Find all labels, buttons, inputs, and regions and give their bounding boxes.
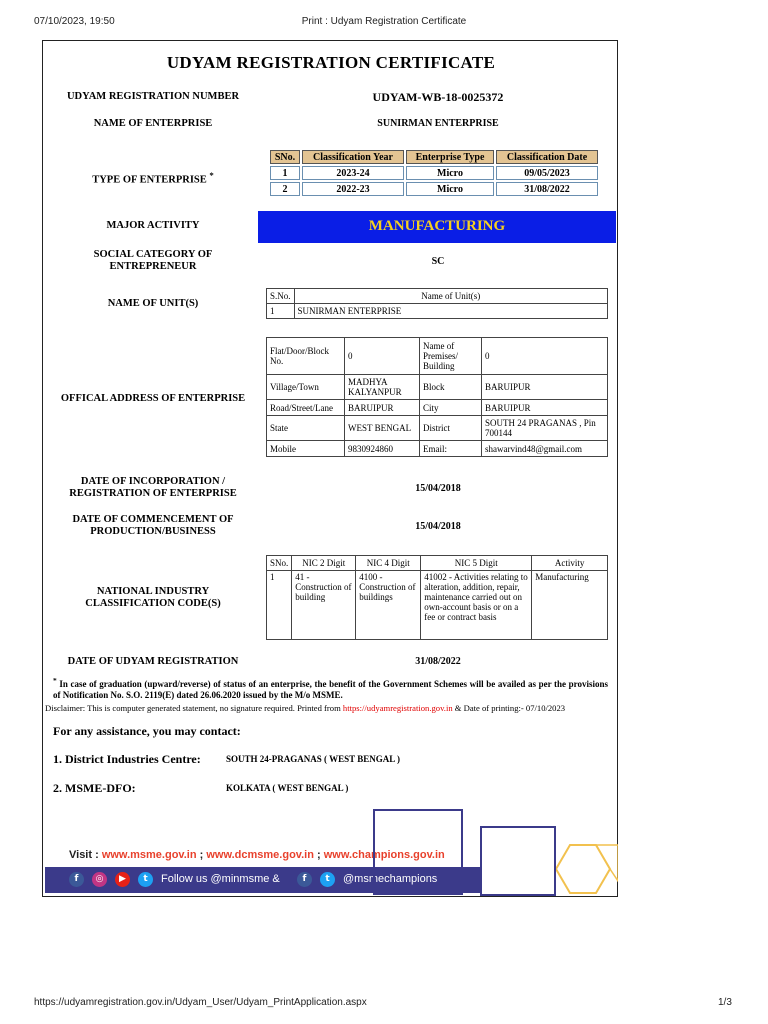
nic-header-5digit: NIC 5 Digit: [421, 556, 532, 571]
champions-handle: @msmechampions: [343, 873, 438, 885]
address-village-label: Village/Town: [267, 375, 345, 400]
disclaimer-text: Disclaimer: This is computer generated statement, no signature required. Printed from: [45, 703, 341, 713]
youtube-icon[interactable]: ▶: [115, 872, 130, 887]
address-premises-label: Name of Premises/ Building: [420, 338, 482, 375]
nic-header-sno: SNo.: [267, 556, 292, 571]
facebook-icon[interactable]: f: [69, 872, 84, 887]
address-road-label: Road/Street/Lane: [267, 400, 345, 416]
facebook-icon-2[interactable]: f: [297, 872, 312, 887]
link-separator: ;: [313, 849, 324, 861]
units-header-sno: S.No.: [267, 289, 295, 304]
address-city-label: City: [420, 400, 482, 416]
units-cell: SUNIRMAN ENTERPRISE: [294, 304, 607, 319]
address-district-value: SOUTH 24 PRAGANAS , Pin 700144: [482, 416, 608, 441]
outline-box-1: [373, 809, 463, 895]
nic-label-line1: NATIONAL INDUSTRY: [96, 586, 210, 597]
cls-cell: 09/05/2023: [496, 166, 598, 180]
social-category-label-line2: ENTREPRENEUR: [109, 261, 197, 272]
cls-cell: 2023-24: [302, 166, 404, 180]
print-page-title: Print : Udyam Registration Certificate: [301, 16, 467, 27]
nic-header-4digit: NIC 4 Digit: [356, 556, 421, 571]
nic-label-line2: CLASSIFICATION CODE(S): [85, 598, 221, 609]
outline-box-2: [480, 826, 556, 896]
address-premises-value: 0: [482, 338, 608, 375]
address-district-label: District: [420, 416, 482, 441]
note-text: In case of graduation (upward/reverse) of status of an enterprise, the benefit of the Government Schemes will be availed as per the provisions of Notification No. S.O. 2119(E) dated 26.06.2020 issued by the M/o MSME.: [53, 679, 609, 700]
nic-header-activity: Activity: [532, 556, 608, 571]
cls-cell: 31/08/2022: [496, 182, 598, 196]
twitter-icon-2[interactable]: t: [320, 872, 335, 887]
type-star: *: [209, 170, 214, 180]
address-city-value: BARUIPUR: [482, 400, 608, 416]
cls-header-date: Classification Date: [496, 150, 598, 164]
address-block-label: Block: [420, 375, 482, 400]
table-row: [267, 571, 608, 640]
address-mobile-label: Mobile: [267, 441, 345, 457]
dic-label: 1. District Industries Centre:: [53, 752, 201, 766]
certificate: [42, 40, 618, 897]
udyam-date-value: 31/08/2022: [415, 656, 461, 667]
incorporation-label: [51, 476, 255, 500]
address-block-value: BARUIPUR: [482, 375, 608, 400]
social-category-label-line1: SOCIAL CATEGORY OF: [93, 249, 213, 260]
commencement-label-line2: PRODUCTION/BUSINESS: [90, 526, 216, 537]
graduation-note: [53, 675, 608, 701]
address-flat-label: Flat/Door/Block No.: [267, 338, 345, 375]
cls-header-sno: SNo.: [270, 150, 300, 164]
type-label-text: TYPE OF ENTERPRISE: [92, 174, 207, 186]
units-header-name: Name of Unit(s): [294, 289, 607, 304]
nic-cell: Manufacturing: [532, 571, 608, 640]
address-village-value: MADHYA KALYANPUR: [345, 375, 420, 400]
dic-value: SOUTH 24-PRAGANAS ( WEST BENGAL ): [226, 754, 400, 764]
type-label: [53, 169, 253, 187]
address-road-value: BARUIPUR: [345, 400, 420, 416]
commencement-label-line1: DATE OF COMMENCEMENT OF: [72, 514, 234, 525]
cls-cell: Micro: [406, 166, 494, 180]
address-email-label: Email:: [420, 441, 482, 457]
disclaimer: [45, 703, 565, 713]
address-table: [266, 337, 608, 457]
nic-header-2digit: NIC 2 Digit: [292, 556, 356, 571]
dfo-value: KOLKATA ( WEST BENGAL ): [226, 783, 349, 793]
cls-cell: 2: [270, 182, 300, 196]
disclaimer-link[interactable]: https://udyamregistration.gov.in: [342, 703, 453, 713]
cls-cell: 2022-23: [302, 182, 404, 196]
table-row: [267, 304, 608, 319]
cls-header-type: Enterprise Type: [406, 150, 494, 164]
incorporation-date: 15/04/2018: [415, 483, 461, 494]
enterprise-name-label: NAME OF ENTERPRISE: [93, 118, 213, 129]
reg-number-label: UDYAM REGISTRATION NUMBER: [66, 91, 240, 102]
address-email-value: shawarvind48@gmail.com: [482, 441, 608, 457]
classification-table: [268, 148, 600, 198]
hexagon-decoration-icon: [548, 841, 618, 897]
msme-link[interactable]: www.msme.gov.in: [101, 849, 197, 861]
visit-label: Visit :: [69, 849, 102, 861]
address-mobile-value: 9830924860: [345, 441, 420, 457]
incorporation-label-line2: REGISTRATION OF ENTERPRISE: [69, 488, 237, 499]
reg-number-value: UDYAM-WB-18-0025372: [372, 90, 504, 104]
address-label: OFFICAL ADDRESS OF ENTERPRISE: [60, 393, 246, 404]
follow-text: Follow us @minmsme &: [161, 873, 280, 885]
commencement-date: 15/04/2018: [415, 521, 461, 532]
dfo-label: 2. MSME-DFO:: [53, 781, 136, 795]
major-activity-label: MAJOR ACTIVITY: [106, 220, 200, 231]
nic-cell: 41 - Construction of building: [292, 571, 356, 640]
nic-cell: 4100 - Construction of buildings: [356, 571, 421, 640]
twitter-icon[interactable]: t: [138, 872, 153, 887]
address-flat-value: 0: [345, 338, 420, 375]
cls-header-year: Classification Year: [302, 150, 404, 164]
note-star: *: [53, 676, 57, 685]
udyam-date-label: DATE OF UDYAM REGISTRATION: [67, 656, 239, 667]
nic-table: [266, 555, 608, 640]
address-state-value: WEST BENGAL: [345, 416, 420, 441]
disclaimer-date: & Date of printing:- 07/10/2023: [454, 703, 566, 713]
commencement-label: [51, 514, 255, 538]
champions-link[interactable]: www.champions.gov.in: [323, 849, 445, 861]
print-datetime: 07/10/2023, 19:50: [34, 16, 115, 27]
units-table: [266, 288, 608, 319]
nic-label: [51, 586, 255, 610]
print-footer-url: https://udyamregistration.gov.in/Udyam_User/Udyam_PrintApplication.aspx: [34, 997, 367, 1008]
assistance-heading: For any assistance, you may contact:: [53, 724, 241, 738]
units-label: NAME OF UNIT(S): [107, 298, 199, 309]
enterprise-name-value: SUNIRMAN ENTERPRISE: [377, 118, 499, 129]
major-activity-value: MANUFACTURING: [258, 211, 616, 243]
table-row: [270, 166, 598, 180]
certificate-title: UDYAM REGISTRATION CERTIFICATE: [166, 53, 496, 72]
units-cell: 1: [267, 304, 295, 319]
incorporation-label-line1: DATE OF INCORPORATION /: [80, 476, 226, 487]
link-separator: ;: [196, 849, 207, 861]
address-state-label: State: [267, 416, 345, 441]
cls-cell: 1: [270, 166, 300, 180]
cls-cell: Micro: [406, 182, 494, 196]
print-footer-page: 1/3: [718, 997, 732, 1008]
social-category-label: [53, 249, 253, 273]
instagram-icon[interactable]: ◎: [92, 872, 107, 887]
nic-cell: 1: [267, 571, 292, 640]
nic-cell: 41002 - Activities relating to alteration, addition, repair, maintenance carried out on own-account basis or on a fee or contract basis: [421, 571, 532, 640]
social-category-value: SC: [431, 256, 445, 267]
dcmsme-link[interactable]: www.dcmsme.gov.in: [206, 849, 314, 861]
table-row: [270, 182, 598, 196]
